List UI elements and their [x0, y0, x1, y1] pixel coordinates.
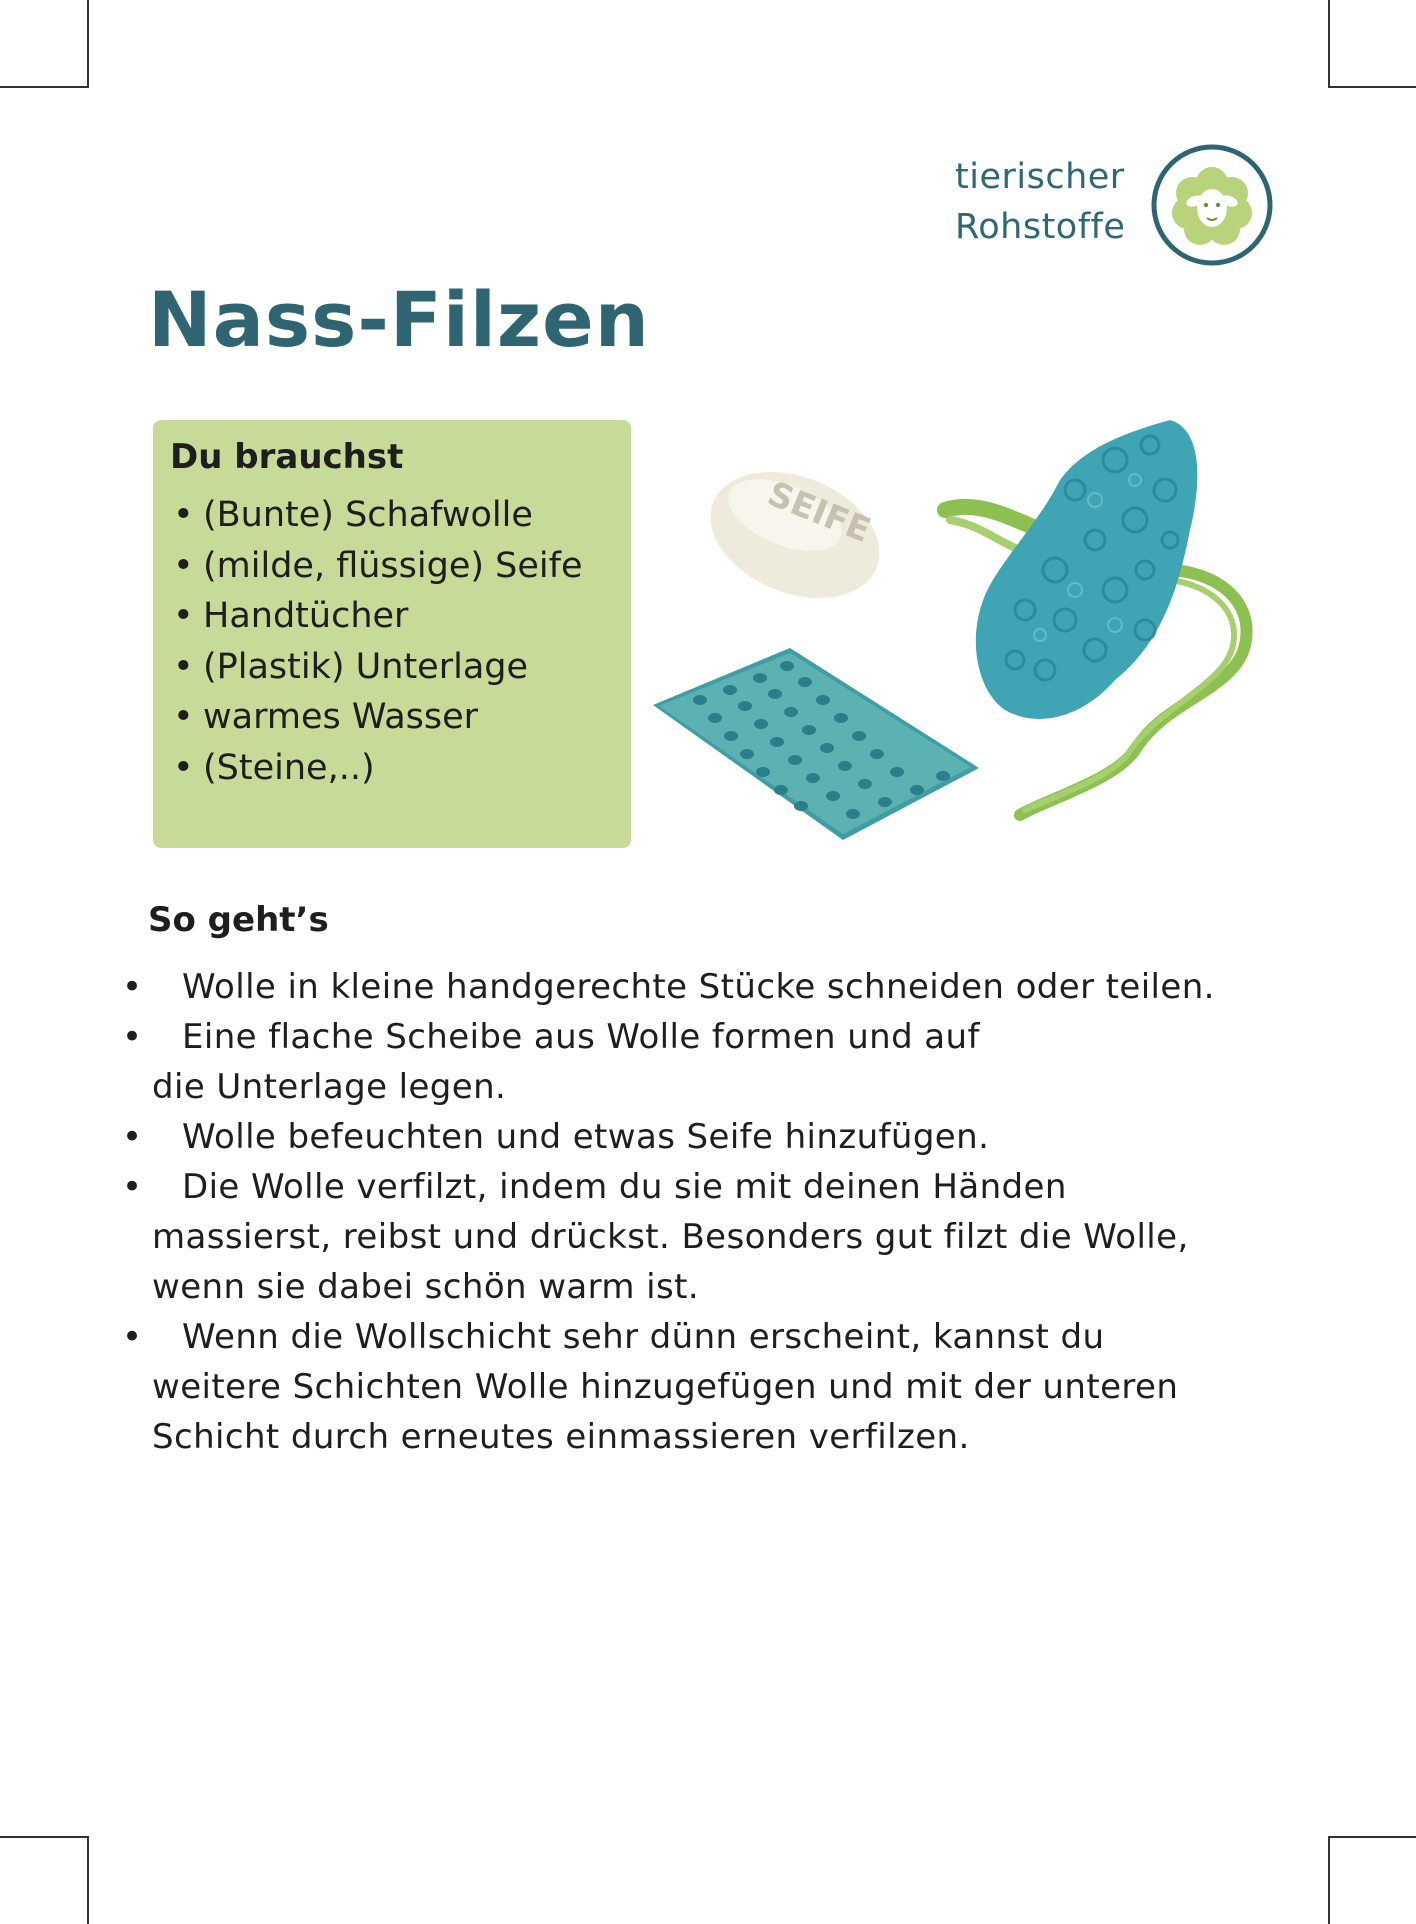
crop-mark-top-left-v [87, 0, 89, 88]
materials-heading: Du brauchst [170, 437, 404, 477]
list-item: • (milde, flüssige) Seife [173, 545, 583, 586]
category-label [955, 152, 1125, 252]
page-title: Nass-Filzen [148, 275, 650, 364]
list-item: • (Bunte) Schafwolle [173, 495, 533, 535]
crop-mark-bottom-right-h [1328, 1836, 1416, 1838]
instructions-heading: So geht’s [148, 900, 329, 940]
materials-illustration [645, 400, 1280, 840]
list-item: • (Steine,..) [173, 747, 375, 788]
list-item: • Eine flache Scheibe aus Wolle formen und auf die Unterlage legen. [122, 1017, 980, 1107]
list-item: • Die Wolle verfilzt, indem du sie mit deinen Händen massierst, reibst und drückst. Besonders gut filzt die Wolle, wenn sie dabei schön warm ist. [122, 1167, 1189, 1307]
category-line-2: Rohstoffe [955, 207, 1126, 247]
crop-mark-top-right-v [1328, 0, 1330, 88]
crop-mark-bottom-right-v [1328, 1836, 1330, 1924]
cloth-illustration [653, 648, 979, 840]
soap-illustration [692, 448, 899, 621]
soap-label: SEIFE [761, 473, 877, 551]
crop-mark-top-left-h [0, 86, 89, 88]
sheep-icon [1150, 143, 1274, 267]
blue-wool-illustration [976, 420, 1198, 719]
crop-mark-bottom-left-v [87, 1836, 89, 1924]
list-item: • (Plastik) Unterlage [173, 646, 529, 687]
materials-box [153, 420, 631, 848]
list-item: • Wolle in kleine handgerechte Stücke schneiden oder teilen. [122, 967, 1215, 1007]
list-item: • warmes Wasser [173, 697, 479, 737]
list-item: • Handtücher [173, 596, 409, 636]
category-line-1: tierischer [955, 157, 1125, 197]
crop-mark-top-right-h [1328, 86, 1416, 88]
list-item: • Wenn die Wollschicht sehr dünn erscheint, kannst du weitere Schichten Wolle hinzugefügen und mit der unteren Schicht durch erneutes einmassieren verfilzen. [122, 1317, 1179, 1457]
list-item: • Wolle befeuchten und etwas Seife hinzufügen. [122, 1117, 990, 1157]
materials-list [173, 490, 582, 793]
crop-mark-bottom-left-h [0, 1836, 89, 1838]
instructions-list [122, 962, 1292, 1462]
